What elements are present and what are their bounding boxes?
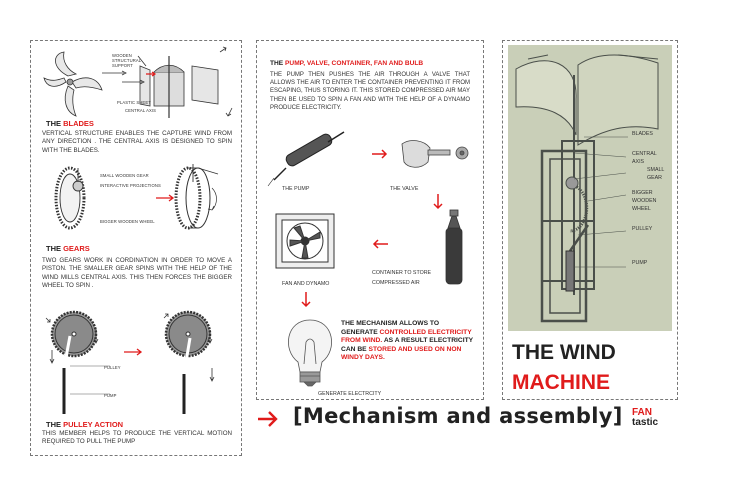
footer-arrow-icon	[258, 409, 278, 429]
pump-panel-description: THE PUMP THEN PUSHES THE AIR THROUGH A VALVE THAT ALLOWS THE AIR TO ENTER THE CONTAINER PREVENTING IT FROM ESCAPING, THUS STORING IT. THIS STORED COMPRESSED AIR MAY THEN BE USED TO SPIN A FAN AND WITH THE HELP OF A DYNAMO PRODUCE ELECTRICITY.	[270, 72, 470, 111]
container-label: CONTAINER TO STORE COMPRESSED AIR	[372, 270, 432, 286]
sketch-bigger-wheel-label: BIGGER WOODEN WHEEL	[632, 190, 657, 212]
brand-tastic: tastic	[632, 417, 659, 428]
pump-panel-heading-prefix: THE	[270, 60, 286, 67]
pulley-label: PULLEY	[104, 365, 121, 370]
pulley-sketch	[40, 306, 230, 418]
pump-panel-heading-highlight: PUMP, VALVE, CONTAINER, FAN AND BULB	[285, 60, 424, 67]
sketch-blades-label: BLADES	[632, 131, 653, 137]
plastic-sheet-label: PLASTIC SHEET	[117, 100, 151, 105]
structural-support-label: WOODEN STRUCTURAL SUPPORT	[112, 53, 141, 68]
the-valve-label: THE VALVE	[390, 186, 419, 192]
pump-panel-heading	[270, 60, 423, 67]
small-gear-label: SMALL WOODEN GEAR	[100, 173, 149, 178]
pulley-heading	[46, 420, 123, 429]
blades-heading	[46, 119, 94, 128]
sketch-pulley-label: PULLEY	[632, 226, 653, 232]
fan-dynamo-label: FAN AND DYNAMO	[282, 281, 330, 287]
mechanism-highlight-1: CONTROLLED ELECTRICITY FROM WIND.	[341, 328, 472, 345]
sketch-small-gear-label: SMALL GEAR	[647, 167, 665, 181]
wind-machine-title-line-1: THE WIND	[512, 341, 616, 364]
mechanism-line-2: AS A RESULT ELECTRICITY CAN BE	[341, 337, 474, 353]
fan-icon	[276, 214, 334, 268]
pump-icon	[268, 132, 344, 186]
blades-heading-highlight: BLADES	[63, 119, 94, 128]
wind-machine-title-line-2: MACHINE	[512, 371, 610, 394]
blades-description: VERTICAL STRUCTURE ENABLES THE CAPTURE WIND FROM ANY DIRECTION . THE CENTRAL AXIS IS DESIGNED TO SPIN WITH THE BLADES.	[42, 130, 232, 154]
gears-description: TWO GEARS WORK IN CORDINATION IN ORDER TO MOVE A PISTON. THE SMALLER GEAR SPINS WITH THE HELP OF THE WIND MILLS CENTRAL AXIS. THIS THEN FORCES THE BIGGER WHEEL TO SPIN .	[42, 257, 232, 290]
footer-title: [Mechanism and assembly]	[293, 404, 623, 428]
bulb-icon	[288, 320, 331, 386]
blades-heading-prefix: THE	[46, 119, 64, 128]
mechanism-line-1: THE MECHANISM ALLOWS TO GENERATE	[341, 320, 440, 336]
pulley-description: THIS MEMBER HELPS TO PRODUCE THE VERTICAL MOTION REQUIRED TO PULL THE PUMP	[42, 430, 232, 446]
pulley-heading-prefix: THE	[46, 420, 64, 429]
valve-icon	[402, 141, 468, 168]
container-icon	[446, 210, 462, 284]
central-axis-label: CENTRAL AXIS	[125, 108, 157, 113]
mechanism-summary	[341, 320, 473, 363]
sketch-pump-label: PUMP	[632, 260, 648, 266]
generate-electricity-label: GENERATE ELECTRCITY	[318, 391, 382, 397]
the-pump-label: THE PUMP	[282, 186, 310, 192]
wind-machine-sketch	[508, 45, 672, 331]
bigger-wheel-label: BIGGER WOODEN WHEEL	[100, 219, 155, 224]
gears-heading-prefix: THE	[46, 244, 64, 253]
brand-fan: FAN	[632, 407, 652, 418]
mechanism-highlight-2: STORED AND USED ON NON WINDY DAYS.	[341, 345, 462, 362]
sketch-central-axis-label: CENTRAL AXIS	[632, 151, 657, 165]
gears-heading-highlight: GEARS	[63, 244, 90, 253]
gears-heading	[46, 244, 90, 253]
pulley-heading-highlight: PULLEY ACTION	[63, 420, 124, 429]
pump-label: PUMP	[104, 393, 117, 398]
projections-label: INTERACTIVE PROJECTIONS	[100, 183, 161, 188]
